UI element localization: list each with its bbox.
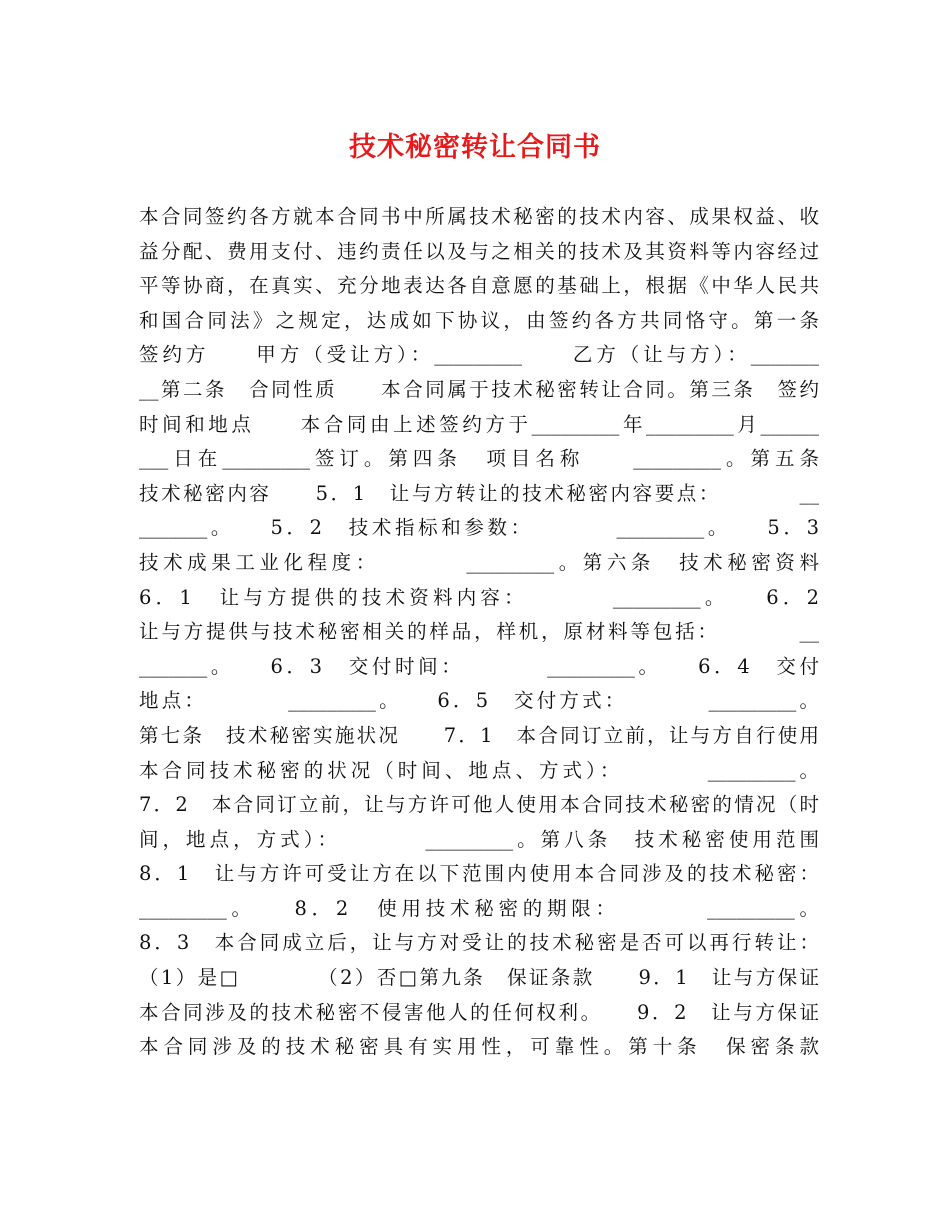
body-line: 本合同技术秘密的状况（时间、地点、方式）： _________。 [139,758,819,782]
body-line: 益分配、费用支付、违约责任以及与之相关的技术及其资料等内容经过 [139,239,819,263]
body-line: 7．2 本合同订立前，让与方许可他人使用本合同技术秘密的情况（时 [139,793,819,817]
body-line: 让与方提供与技术秘密相关的样品，样机，原材料等包括： __ [139,620,819,644]
body-line: _________。 8．2 使用技术秘密的期限： _________。 [139,896,819,920]
body-line: _______。 6．3 交付时间： _________。 6．4 交付 [139,654,819,678]
body-line: 本合同签约各方就本合同书中所属技术秘密的技术内容、成果权益、收 [139,205,819,228]
document-title: 技术秘密转让合同书 [349,132,601,163]
body-line: _______。 5．2 技术指标和参数： _________。 5．3 [139,516,819,540]
body-line: 8．1 让与方许可受让方在以下范围内使用本合同涉及的技术秘密： [139,862,819,886]
body-line: 本合同涉及的技术秘密不侵害他人的任何权利。 9．2 让与方保证 [139,1000,819,1024]
body-line: 技术秘密内容 5．1 让与方转让的技术秘密内容要点： __ [139,481,819,505]
body-line: 8．3 本合同成立后，让与方对受让的技术秘密是否可以再行转让： [139,931,819,955]
body-line: 地点： _________。 6．5 交付方式： _________。 [139,689,819,713]
body-line: （1）是□ （2）否□第九条 保证条款 9．1 让与方保证 [139,966,819,990]
body-line: ___日在_________签订。第四条 项目名称 _________。第五条 [139,447,819,471]
document-body [139,200,819,1065]
body-line: 签约方 甲方（受让方）：_________ 乙方（让与方）：_______ [139,343,819,367]
body-line: 本合同涉及的技术秘密具有实用性，可靠性。第十条 保密条款 [139,1035,819,1059]
body-line: 和国合同法》之规定，达成如下协议，由签约各方共同恪守。第一条 [139,308,819,332]
body-line: 间，地点，方式）： _________。第八条 技术秘密使用范围 [139,827,819,851]
body-line: __第二条 合同性质 本合同属于技术秘密转让合同。第三条 签约 [139,377,819,401]
body-line: 技术成果工业化程度： _________。第六条 技术秘密资料 [139,550,819,574]
body-line: 第七条 技术秘密实施状况 7．1 本合同订立前，让与方自行使用 [139,723,819,747]
body-line: 平等协商，在真实、充分地表达各自意愿的基础上，根据《中华人民共 [139,274,819,298]
body-line: 6．1 让与方提供的技术资料内容： _________。 6．2 [139,585,819,609]
body-line: 时间和地点 本合同由上述签约方于_________年_________月______ [139,412,819,436]
